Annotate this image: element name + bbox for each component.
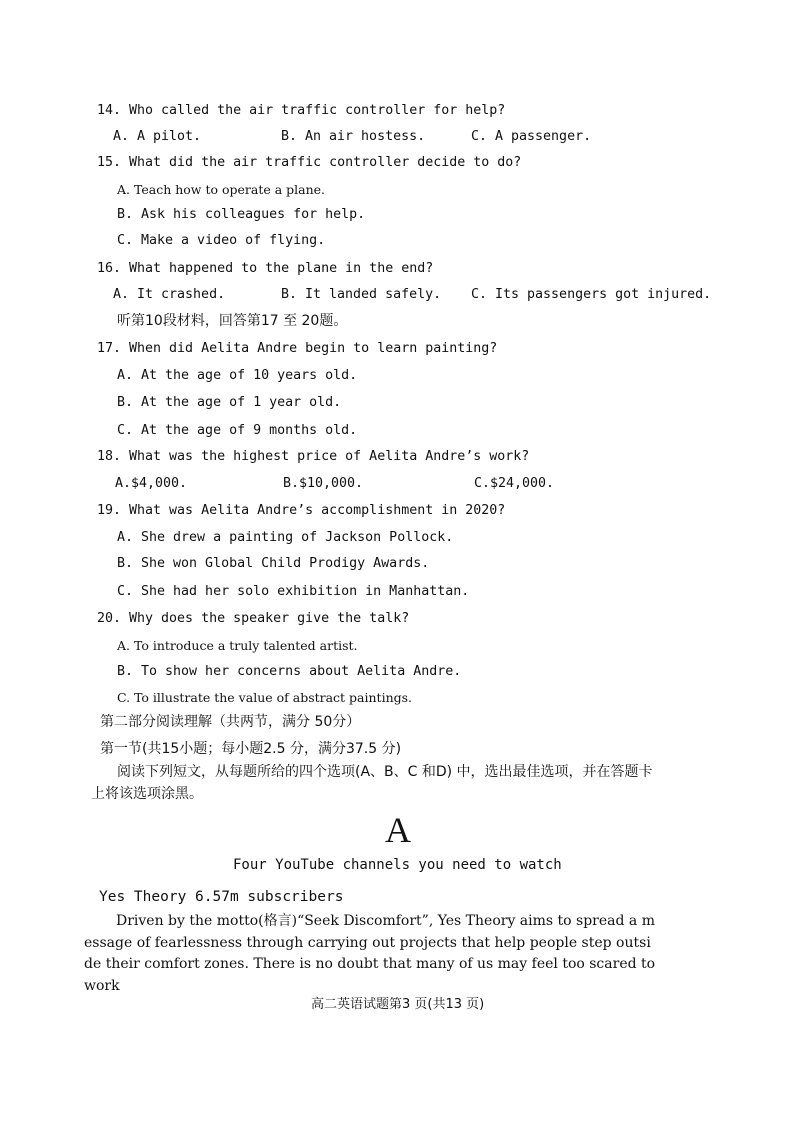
passage-letter: A: [385, 810, 411, 850]
reading-instruction-line1: 阅读下列短文，从每题所给的四个选项(A、B、C 和D) 中，选出最佳选项，并在答题卡: [117, 764, 653, 780]
question-17-option-b: B. At the age of 1 year old.: [117, 395, 342, 410]
question-19-option-a: A. She drew a painting of Jackson Pollock.: [117, 530, 454, 545]
question-16-option-b: B. It landed safely.: [281, 287, 442, 302]
passage-title: Four YouTube channels you need to watch: [233, 857, 562, 873]
body-line-2: essage of fearlessness through carrying out projects that help people step outsi: [84, 935, 651, 951]
channel-heading: Yes Theory 6.57m subscribers: [99, 889, 344, 905]
question-17-stem: 17. When did Aelita Andre begin to learn painting?: [97, 341, 498, 356]
question-19-stem: 19. What was Aelita Andre’s accomplishment in 2020?: [97, 503, 506, 518]
question-16-option-c: C. Its passengers got injured.: [471, 287, 712, 302]
part2-title: 第二部分阅读理解（共两节，满分 50分）: [100, 714, 361, 730]
page-footer: 高二英语试题第3 页(共13 页): [311, 997, 485, 1012]
question-15-stem: 15. What did the air traffic controller decide to do?: [97, 155, 522, 170]
question-20-option-b: B. To show her concerns about Aelita Andre.: [117, 664, 462, 679]
question-19-option-c: C. She had her solo exhibition in Manhattan.: [117, 584, 470, 599]
question-16-stem: 16. What happened to the plane in the end?: [97, 261, 434, 276]
question-18-option-a: A.$4,000.: [115, 476, 188, 491]
question-18-option-c: C.$24,000.: [474, 476, 555, 491]
question-20-option-a: A. To introduce a truly talented artist.: [117, 638, 358, 653]
question-15-option-a: A. Teach how to operate a plane.: [117, 182, 326, 197]
body-line-4: work: [84, 978, 120, 994]
question-19-option-b: B. She won Global Child Prodigy Awards.: [117, 556, 430, 571]
question-18-stem: 18. What was the highest price of Aelita Andre’s work?: [97, 449, 530, 464]
question-18-option-b: B.$10,000.: [283, 476, 364, 491]
question-14-stem: 14. Who called the air traffic controller for help?: [97, 103, 506, 118]
body-line-3: de their comfort zones. There is no doubt that many of us may feel too scared to: [84, 956, 656, 972]
reading-instruction-line2: 上将该选项涂黑。: [91, 786, 203, 802]
question-14-option-a: A. A pilot.: [113, 129, 202, 144]
question-17-option-a: A. At the age of 10 years old.: [117, 368, 358, 383]
question-15-option-c: C. Make a video of flying.: [117, 233, 326, 248]
section1-title: 第一节(共15小题；每小题2.5 分，满分37.5 分): [100, 741, 402, 757]
body-line-1: Driven by the motto(格言)“Seek Discomfort”, Yes Theory aims to spread a m: [116, 913, 655, 929]
question-15-option-b: B. Ask his colleagues for help.: [117, 207, 366, 222]
question-20-stem: 20. Why does the speaker give the talk?: [97, 611, 410, 626]
question-14-option-c: C. A passenger.: [471, 129, 592, 144]
instruction-section-10: 听第10段材料，回答第17 至 20题。: [117, 313, 348, 329]
question-17-option-c: C. At the age of 9 months old.: [117, 423, 358, 438]
question-20-option-c: C. To illustrate the value of abstract paintings.: [117, 690, 413, 705]
question-16-option-a: A. It crashed.: [113, 287, 226, 302]
question-14-option-b: B. An air hostess.: [281, 129, 426, 144]
